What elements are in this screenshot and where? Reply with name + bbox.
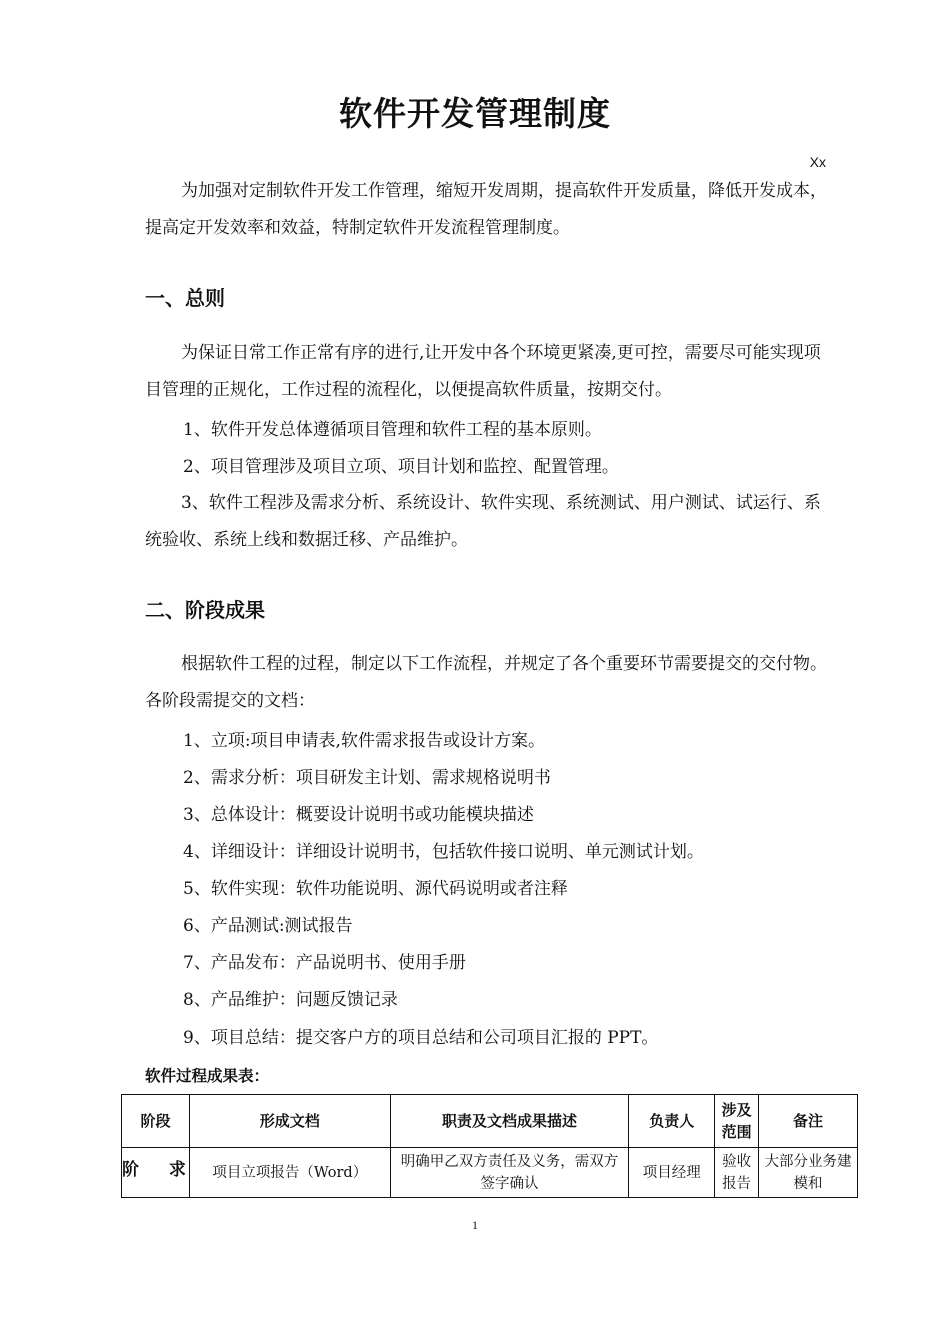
section1-paragraph: 为保证日常工作正常有序的进行,让开发中各个环境更紧凑,更可控，需要尽可能实现项目管理的正规化，工作过程的流程化，以便提高软件质量，按期交付。 xyxy=(145,343,821,400)
scope-cell: 验收报告 xyxy=(715,1148,759,1198)
table-header-cell: 职责及文档成果描述 xyxy=(390,1095,629,1148)
note-cell: 大部分业务建模和 xyxy=(759,1148,858,1198)
section2-item: 3、总体设计：概要设计说明书或功能模块描述 xyxy=(183,805,534,825)
section2-heading: 二、阶段成果 xyxy=(145,598,265,622)
table-header-cell: 阶段 xyxy=(122,1095,190,1148)
stage-char: 阶 xyxy=(122,1160,139,1180)
section2-item: 1、立项:项目申请表,软件需求报告或设计方案。 xyxy=(183,731,545,751)
section2-item: 2、需求分析：项目研发主计划、需求规格说明书 xyxy=(183,768,551,788)
author-label: Xx xyxy=(809,154,826,170)
owner-cell: 项目经理 xyxy=(629,1148,715,1198)
table-header-row xyxy=(122,1095,858,1148)
intro-paragraph: 为加强对定制软件开发工作管理，缩短开发周期，提高软件开发质量，降低开发成本，提高定开发效率和效益，特制定软件开发流程管理制度。 xyxy=(145,181,827,238)
section2-item: 7、产品发布：产品说明书、使用手册 xyxy=(183,953,466,973)
document-cell: 项目立项报告（Word） xyxy=(189,1148,390,1198)
section1-item: 2、项目管理涉及项目立项、项目计划和监控、配置管理。 xyxy=(183,457,619,477)
table-row xyxy=(122,1148,858,1198)
table-header-cell: 涉及范围 xyxy=(715,1095,759,1148)
section2-item: 8、产品维护：问题反馈记录 xyxy=(183,990,398,1010)
section2-item: 6、产品测试:测试报告 xyxy=(183,916,353,936)
section2-paragraph: 根据软件工程的过程，制定以下工作流程，并规定了各个重要环节需要提交的交付物。各阶段需提交的文档： xyxy=(145,654,827,711)
document-title: 软件开发管理制度 xyxy=(339,94,611,133)
section2-item: 4、详细设计：详细设计说明书，包括软件接口说明、单元测试计划。 xyxy=(183,842,704,862)
table-caption: 软件过程成果表： xyxy=(145,1067,270,1085)
description-cell: 明确甲乙双方责任及义务，需双方签字确认 xyxy=(390,1148,629,1198)
results-table xyxy=(121,1094,858,1198)
section2-item: 5、软件实现：软件功能说明、源代码说明或者注释 xyxy=(183,879,568,899)
page-number: 1 xyxy=(472,1218,478,1232)
table-header-cell: 形成文档 xyxy=(189,1095,390,1148)
section1-heading: 一、总则 xyxy=(145,286,225,310)
section2-item: 9、项目总结：提交客户方的项目总结和公司项目汇报的 PPT。 xyxy=(183,1028,659,1048)
table-header-cell: 备注 xyxy=(759,1095,858,1148)
stage-char: 求 xyxy=(168,1160,186,1180)
section1-item: 3、软件工程涉及需求分析、系统设计、软件实现、系统测试、用户测试、试运行、系统验收、系统上线和数据迁移、产品维护。 xyxy=(145,493,821,550)
section1-item: 1、软件开发总体遵循项目管理和软件工程的基本原则。 xyxy=(183,420,602,440)
stage-cell xyxy=(122,1148,190,1198)
table-header-cell: 负责人 xyxy=(629,1095,715,1148)
